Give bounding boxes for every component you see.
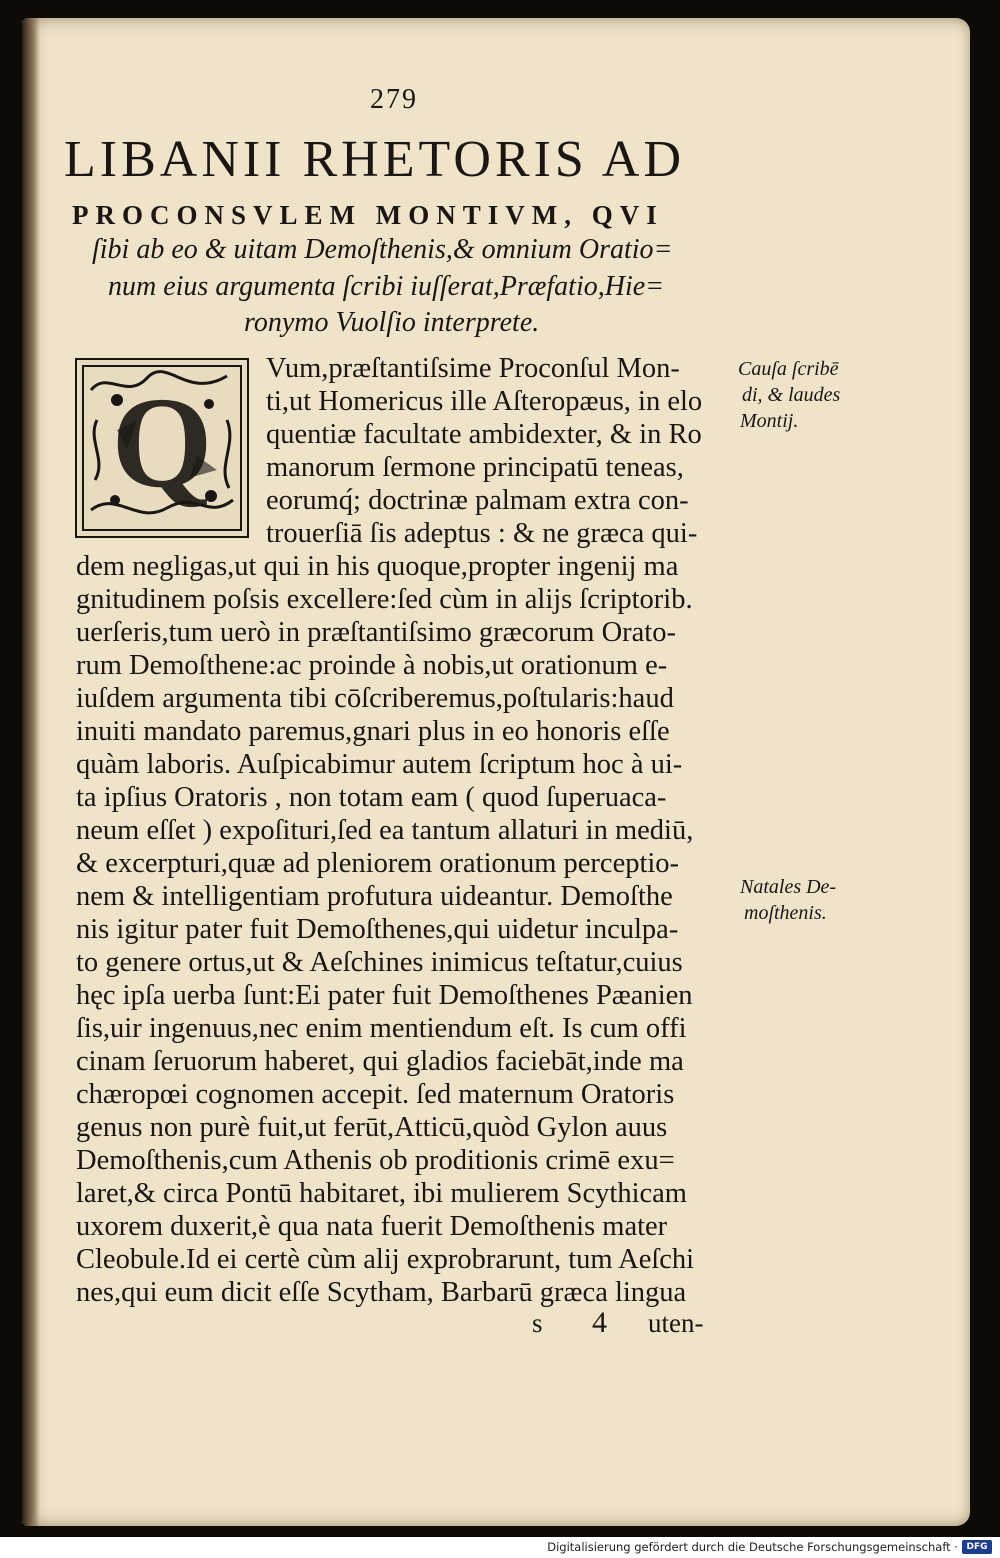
body-line: cinam ſeruorum haberet, qui gladios faciebāt,inde ma bbox=[76, 1046, 684, 1077]
body-line: Vum,præſtantiſsime Proconſul Mon- bbox=[266, 353, 680, 384]
body-line: chæropœi cognomen accepit. ſed maternum Oratoris bbox=[76, 1079, 675, 1110]
body-line: nis igitur pater fuit Demoſthenes,qui uidetur inculpa- bbox=[76, 914, 679, 945]
body-line: Cleobule.Id ei certè cùm alij exprobrarunt, tum Aeſchi bbox=[76, 1244, 695, 1275]
margin-note-line: moſthenis. bbox=[744, 902, 827, 924]
page-gutter-shadow bbox=[22, 18, 40, 1526]
body-line: neum eſſet ) expoſituri,ſed ea tantum allaturi in mediū, bbox=[76, 815, 694, 846]
signature-number: 4 bbox=[592, 1306, 607, 1339]
margin-note-line: di, & laudes bbox=[742, 384, 841, 406]
page-number: 279 bbox=[370, 84, 418, 115]
body-line: nes,qui eum dicit eſſe Scytham, Barbarū græca lingua bbox=[76, 1277, 687, 1308]
title-line-1: LIBANII RHETORIS AD bbox=[64, 131, 686, 188]
body-line: genus non purè fuit,ut ferūt,Atticū,quòd Gylon auus bbox=[76, 1112, 668, 1143]
body-line: to genere ortus,ut & Aeſchines inimicus teſtatur,cuius bbox=[76, 947, 683, 978]
title-line-2: PROCONSVLEM MONTIVM, QVI bbox=[72, 200, 664, 230]
body-line: inuiti mandato paremus,gnari plus in eo honoris eſſe bbox=[76, 716, 670, 747]
body-line: gnitudinem poſsis excellere:ſed cùm in alijs ſcriptorib. bbox=[76, 584, 693, 615]
dfg-logo: DFG bbox=[962, 1540, 992, 1554]
body-line: nem & intelligentiam profutura uideantur. Demoſthe bbox=[76, 881, 673, 912]
body-line: & excerpturi,quæ ad pleniorem orationum perceptio- bbox=[76, 848, 680, 879]
title-line-4: num eius argumenta ſcribi iuſſerat,Præfatio,Hie= bbox=[108, 271, 665, 302]
book-page bbox=[22, 18, 970, 1526]
signature-mark: s bbox=[532, 1308, 543, 1338]
decorated-initial bbox=[75, 358, 249, 538]
title-line-5: ronymo Vuolſio interprete. bbox=[244, 307, 540, 338]
body-line: Demoſthenis,cum Athenis ob proditionis crimē exu= bbox=[76, 1145, 675, 1176]
body-line: ta ipſius Oratoris , non totam eam ( quod ſuperuaca- bbox=[76, 782, 667, 813]
body-line: iuſdem argumenta tibi cōſcriberemus,poſtularis:haud bbox=[76, 683, 674, 714]
body-line: ſis,uir ingenuus,nec enim mentiendum eſt. Is cum offi bbox=[76, 1013, 687, 1044]
body-line: eorumq́; doctrinæ palmam extra con- bbox=[266, 485, 689, 516]
title-line-3: ſibi ab eo & uitam Demoſthenis,& omnium Oratio= bbox=[92, 234, 673, 265]
body-line: trouerſiā ſis adeptus : & ne græca qui- bbox=[266, 518, 698, 549]
body-line: rum Demoſthene:ac proinde à nobis,ut orationum e- bbox=[76, 650, 668, 681]
footer-credit: Digitalisierung gefördert durch die Deutsche Forschungsgemeinschaft · bbox=[547, 1540, 958, 1554]
body-line: uxorem duxerit,è qua nata fuerit Demoſthenis mater bbox=[76, 1211, 668, 1242]
body-line: dem negligas,ut qui in his quoque,propter ingenij ma bbox=[76, 551, 679, 582]
catchword: uten- bbox=[648, 1308, 704, 1338]
body-line: laret,& circa Pontū habitaret, ibi mulierem Scythicam bbox=[76, 1178, 687, 1209]
body-line: manorum ſermone principatū teneas, bbox=[266, 452, 684, 483]
body-line: quàm laboris. Auſpicabimur autem ſcriptum hoc à ui- bbox=[76, 749, 683, 780]
initial-letter: Q bbox=[111, 371, 213, 515]
margin-note-line: Montij. bbox=[740, 410, 799, 432]
body-line: hęc ipſa uerba ſunt:Ei pater fuit Demoſthenes Pæanien bbox=[76, 980, 693, 1011]
margin-note-line: Cauſa ſcribē bbox=[738, 358, 839, 380]
body-line: ti,ut Homericus ille Aſteropæus, in elo bbox=[266, 386, 703, 417]
body-line: quentiæ facultate ambidexter, & in Ro bbox=[266, 419, 702, 450]
footer-bar bbox=[0, 1537, 1000, 1558]
margin-note-line: Natales De- bbox=[740, 876, 837, 898]
body-line: uerſeris,tum uerò in præſtantiſsimo græcorum Orato- bbox=[76, 617, 676, 648]
